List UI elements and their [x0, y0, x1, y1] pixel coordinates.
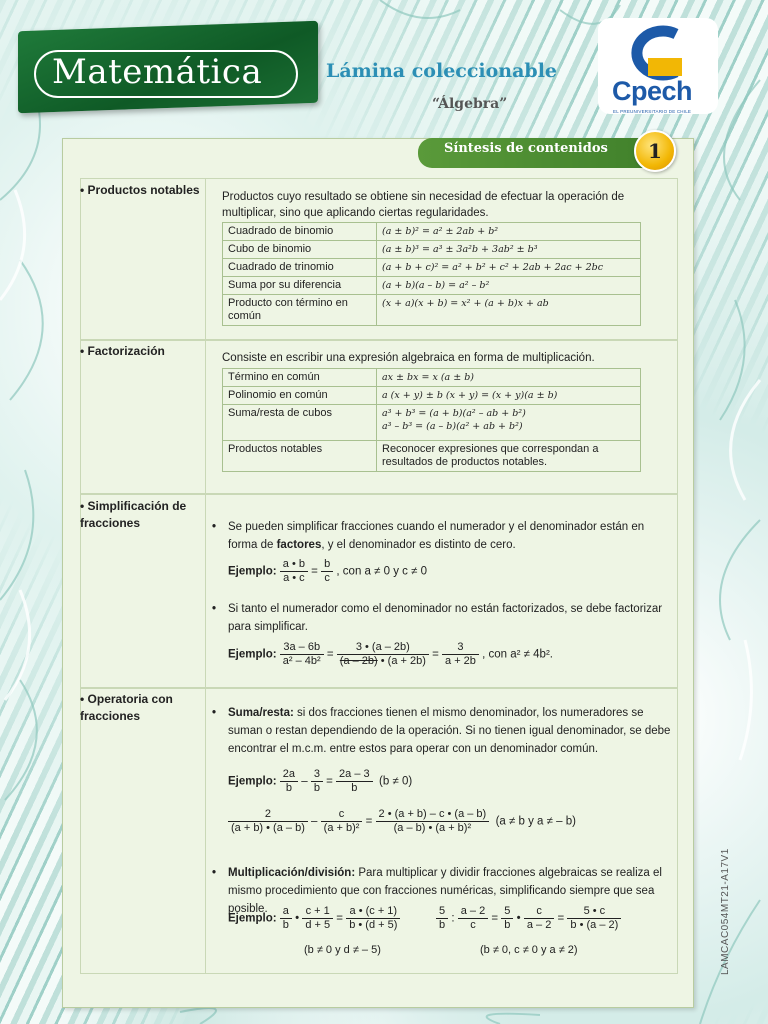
table-row: Cuadrado de binomio (a ± b)² = a² ± 2ab + b²	[223, 223, 641, 241]
operatoria-example-suma-2: $\frac{2}{(a + b) • (a - b)}$ – $\frac{c}{\text{(a + b)²}}$ = $\frac{2 • (a + b) - c • (a - b)}{\text{(a – b) • (a + b)²}}$ (a ≠ b y a ≠ – b)	[228, 808, 576, 835]
sheet-number: 1	[634, 130, 676, 172]
table-row: Cuadrado de trinomio (a + b + c)² = a² + b² + c² + 2ab + 2ac + 2bc	[223, 259, 641, 277]
sintesis-label: Síntesis de contenidos	[444, 141, 608, 156]
document-code: LAMCAC054MT21-A17V1	[720, 848, 731, 975]
simplificacion-bullet-2: • Si tanto el numerador como el denominador no están factorizados, se debe factorizar para simplificar.	[212, 603, 663, 633]
label-productos: • Productos notables	[80, 183, 200, 197]
operatoria-example-div: $\frac{5}{b}$ : $\frac{a - 2}{c}$ = $\frac{5}{b}$ • $\frac{c}{a - 2}$ = $\frac{5 • c}{b • (a - 2)}$	[436, 905, 621, 932]
productos-table	[222, 222, 641, 326]
operatoria-bullet-multiplicacion: • Multiplicación/división: Para multiplicar y dividir fracciones algebraicas se realiza el mismo procedimiento que con fracciones numéricas, simplificando siempre que sea posible.	[212, 867, 662, 915]
label-factorizacion: • Factorización	[80, 344, 165, 358]
operatoria-mult-condition: (b ≠ 0 y d ≠ – 5)	[304, 944, 381, 956]
table-row: Suma/resta de cubos a³ + b³ = (a + b)(a² – ab + b²) a³ – b³ = (a – b)(a² + ab + b²)	[223, 405, 641, 441]
column-divider	[205, 178, 206, 974]
operatoria-div-condition: (b ≠ 0, c ≠ 0 y a ≠ 2)	[480, 944, 578, 956]
factorizacion-intro: Consiste en escribir una expresión algebraica en forma de multiplicación.	[222, 352, 595, 364]
lamina-title: Lámina coleccionable	[326, 60, 558, 82]
subject-title: Matemática	[52, 52, 263, 92]
simplificacion-bullet-1: • Se pueden simplificar fracciones cuando el numerador y el denominador están en forma de factores, y el denominador es distinto de cero.	[212, 521, 645, 551]
table-row: Suma por su diferencia (a + b)(a – b) = a² – b²	[223, 277, 641, 295]
logo-text: Cpech	[612, 76, 693, 106]
operatoria-example-mult: Ejemplo: $\frac{a}{b}$ • $\frac{c + 1}{d + 5}$ = $\frac{a • (c + 1)}{b • (d + 5)}$	[228, 905, 400, 932]
operatoria-example-suma-1: Ejemplo: $\frac{2a}{b}$ – $\frac{3}{b}$ = $\frac{2a - 3}{b}$ (b ≠ 0)	[228, 768, 413, 794]
operatoria-bullet-suma: • Suma/resta: si dos fracciones tienen el mismo denominador, los numeradores se suman o restan dependiendo de la operación. Si no tienen igual denominador, se debe encontrar el m.c.m. entre estos para operar con un denominador común.	[212, 707, 671, 755]
simplificacion-example-2: Ejemplo: $\frac{3a - 6b}{\text{a² – 4b²}}$ = $\frac{3 • (a - 2b)}{(a - 2b) • (a + 2b)}$ = $\frac{3}{a + 2b}$ , con a² ≠ 4b².	[228, 641, 553, 667]
simplificacion-example-1: Ejemplo: $\frac{a • b}{a • c}$ = $\frac{b}{c}$ , con a ≠ 0 y c ≠ 0	[228, 558, 428, 584]
table-row: Producto con término en común (x + a)(x + b) = x² + (a + b)x + ab	[223, 295, 641, 326]
factorizacion-table	[222, 368, 641, 472]
label-operatoria: • Operatoria con fracciones	[80, 692, 173, 723]
label-simplificacion: • Simplificación de fracciones	[80, 499, 187, 530]
logo-tagline: EL PREUNIVERSITARIO DE CHILE	[613, 109, 692, 114]
productos-intro: Productos cuyo resultado se obtiene sin necesidad de efectuar la operación de multiplicar, sino que aplicando ciertas regularidades.	[222, 191, 625, 219]
table-row: Término en común ax ± bx = x (a ± b)	[223, 369, 641, 387]
table-row: Cubo de binomio (a ± b)³ = a³ ± 3a²b + 3ab² ± b³	[223, 241, 641, 259]
topic-subtitle: “Álgebra”	[432, 96, 508, 112]
table-row: Polinomio en común a (x + y) ± b (x + y) = (x + y)(a ± b)	[223, 387, 641, 405]
table-row: Productos notables Reconocer expresiones que correspondan a resultados de productos notables.	[223, 441, 641, 472]
